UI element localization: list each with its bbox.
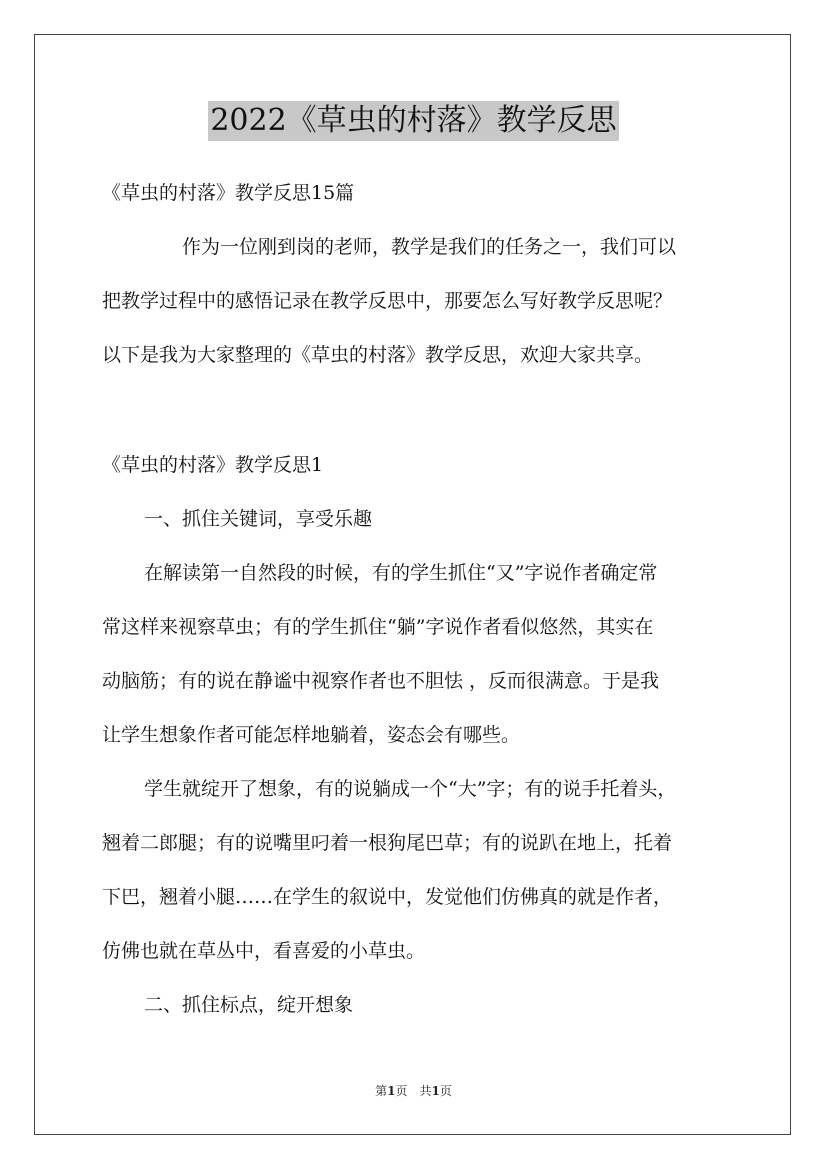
footer-page-mid: 页 共: [395, 1084, 432, 1098]
intro-line-2: 把教学过程中的感悟记录在教学反思中，那要怎么写好教学反思呢？: [102, 290, 673, 312]
paragraph-1-line-1: 在解读第一自然段的时候，有的学生抓住“又”字说作者确定常: [144, 562, 658, 584]
document-title: 2022《草虫的村落》教学反思: [208, 101, 618, 141]
section-heading: 《草虫的村落》教学反思1: [102, 454, 324, 476]
page-footer: [0, 1083, 827, 1099]
paragraph-2-line-3: 下巴，翘着小腿……在学生的叙说中，发觉他们仿佛真的就是作者，: [102, 886, 673, 908]
footer-page-suffix: 页: [439, 1084, 452, 1098]
paragraph-2-line-4: 仿佛也就在草丛中，看喜爱的小草虫。: [102, 940, 426, 962]
document-subtitle: 《草虫的村落》教学反思15篇: [102, 182, 355, 204]
point-heading-1: 一、抓住关键词，享受乐趣: [144, 508, 373, 530]
footer-page-current: 1: [387, 1084, 396, 1098]
intro-line-1: 作为一位刚到岗的老师，教学是我们的任务之一，我们可以: [182, 236, 677, 258]
paragraph-2-line-1: 学生就绽开了想象，有的说躺成一个“大”字；有的说手托着头，: [144, 778, 677, 800]
paragraph-1-line-2: 常这样来视察草虫；有的学生抓住“躺”字说作者看似悠然，其实在: [102, 616, 654, 638]
point-heading-2: 二、抓住标点，绽开想象: [144, 994, 354, 1016]
footer-page-prefix: 第: [375, 1084, 388, 1098]
paragraph-2-line-2: 翘着二郎腿；有的说嘴里叼着一根狗尾巴草；有的说趴在地上，托着: [102, 832, 673, 854]
paragraph-1-line-4: 让学生想象作者可能怎样地躺着，姿态会有哪些。: [102, 724, 521, 746]
title-container: [0, 101, 827, 141]
intro-line-3: 以下是我为大家整理的《草虫的村落》教学反思，欢迎大家共享。: [102, 344, 654, 366]
paragraph-1-line-3: 动脑筋；有的说在静谧中视察作者也不胆怯 ，反而很满意。于是我: [102, 670, 660, 692]
footer-page-total: 1: [431, 1084, 440, 1098]
